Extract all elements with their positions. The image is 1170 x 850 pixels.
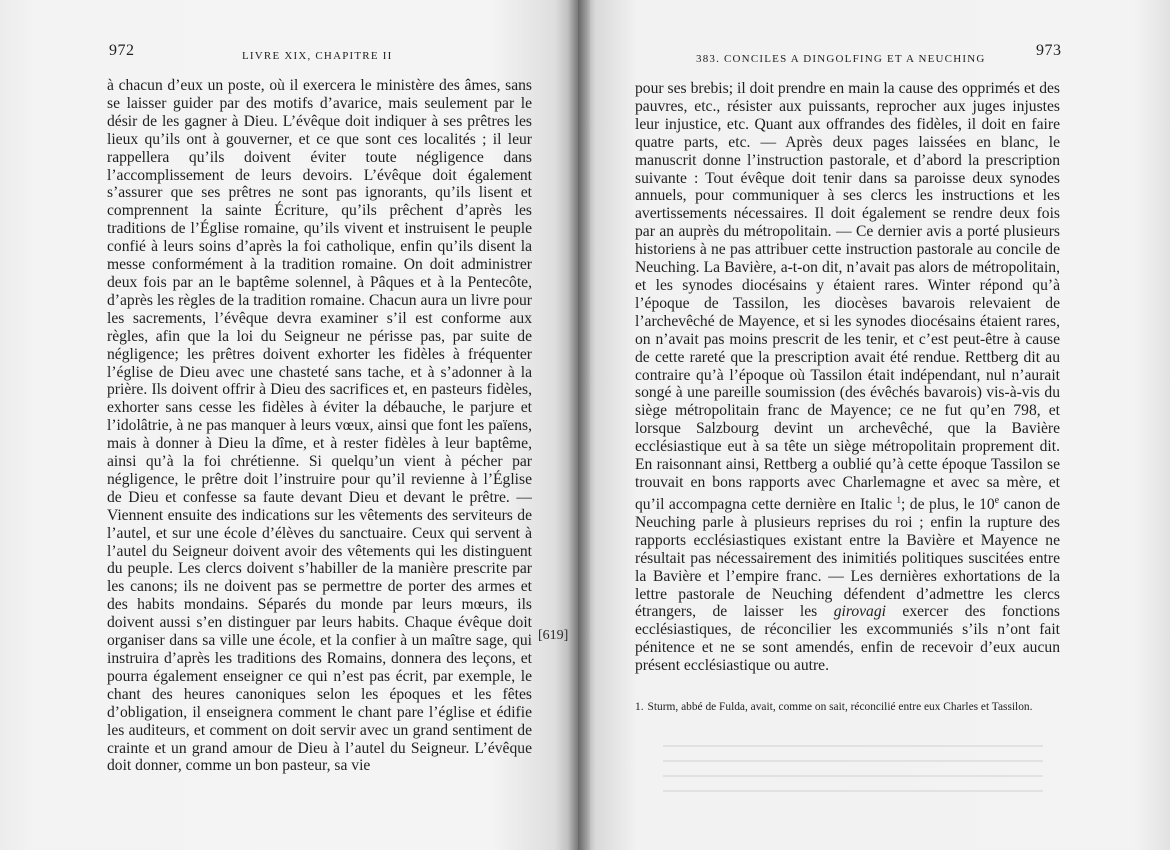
footnote — [635, 699, 1060, 715]
body-text — [635, 80, 1060, 675]
italic-term: girovagi — [833, 603, 886, 621]
footnote-text: Sturm, abbé de Fulda, avait, comme on sait, réconcilié entre eux Charles et Tassilon. — [647, 701, 1033, 713]
body-text — [107, 77, 532, 775]
gutter-shadow — [568, 0, 590, 850]
text-run: canon de Neuching parle à plusieurs reprises du roi ; enfin la rupture des rapports ecclésiastiques existant entre la Bavière et Mayence ne résultait pas nécessairement des inimitiés politiques suscitées entre la Bavière et l’empire franc. — Les dernières exhortations de la lettre pastorale de Neuching défendent d’admettre les clercs étrangers, de laisser les — [635, 496, 1061, 621]
page-number: 973 — [1036, 42, 1062, 59]
paragraph: à chacun d’eux un poste, où il exercera le ministère des âmes, sans se laisser guider par des motifs d’avarice, mais seulement par le désir de les gagner à Dieu. L’évêque doit indiquer à ses prêtres les lieux qu’ils ont à gouverner, et ce que sont ces localités ; il leur rappellera qu’ils doivent éviter toute négligence dans l’accomplissement de leurs devoirs. L’évêque doit également s’assurer que ses prêtres ne sont pas ignorants, qu’ils lisent et comprennent la sainte Écriture, qu’ils prêchent d’après les traditions de l’Église romaine, qu’ils vivent et instruisent le peuple confié à leurs soins d’après la foi catholique, enfin qu’ils disent la messe conformément à la tradition romaine. On doit administrer deux fois par an le baptême solennel, à Pâques et à la Pentecôte, d’après les règles de la tradition romaine. Chacun aura un livre pour les sacrements, l’évêque devra examiner s’il est conforme aux règles, afin que la loi du Seigneur ne périsse pas, par suite de négligence; les prêtres doivent exhorter les fidèles à fréquenter l’église de Dieu avec une chasteté sans tache, et à s’adonner à la prière. Ils doivent offrir à Dieu des sacrifices et, en pasteurs fidèles, exhorter sans cesse les fidèles à éviter la débauche, le parjure et l’idolâtrie, à ne pas manquer à leurs vœux, ainsi que font les païens, mais à donner à Dieu la dîme, et à rester fidèles à leur baptême, ainsi qu’à la foi chrétienne. Si quelqu’un vient à pécher par négligence, le prêtre doit l’instruire pour qu’il revienne à l’Église de Dieu et confesse sa faute devant Dieu et devant le prêtre. — Viennent ensuite des indications sur les vêtements des serviteurs de l’autel, et sur une école d’élèves du sanctuaire. Ceux qui servent à l’autel du Seigneur doivent avoir des vêtements qui les distinguent du peuple. Les clercs doivent s’habiller de la manière prescrite par les canons; ils ne doivent pas se permettre de porter des armes et des habits mondains. Séparés du monde par leurs mœurs, ils doivent aussi s’en distinguer par leurs habits. Chaque évêque doit organiser dans sa ville une école, et la confier à un maître sage, qui instruira d’après les traditions des Romains, donnera des leçons, et pourra également enseigner ce qui n’est pas écrit, par exemple, le chant des heures canoniques selon les époques et les fêtes d’obligation, il enseignera comment le chant pare l’église et édifie les auditeurs, et comment on doit servir avec un grand sentiment de crainte et un grand amour de Dieu à l’autel du Seigneur. L’évêque doit donner, comme un bon pasteur, sa vie — [107, 77, 532, 775]
left-page — [0, 0, 578, 850]
margin-note: [619] — [538, 628, 569, 643]
text-run: ; de plus, le 10 — [900, 496, 995, 514]
paragraph — [635, 80, 1060, 675]
right-page — [578, 0, 1170, 850]
footnote-number: 1. — [635, 701, 644, 713]
footnote-reference: 1 — [896, 494, 901, 505]
running-head: LIVRE XIX, CHAPITRE II — [242, 50, 393, 62]
page-number: 972 — [109, 42, 135, 59]
text-run: pour ses brebis; il doit prendre en main la cause des opprimés et des pauvres, etc., résister aux puissants, reprocher aux juges injustes leur injustice, etc. Quant aux offrandes des fidèles, il doit en faire quatre parts, etc. — Après deux pages laissées en blanc, le manuscrit donne l’instruction pastorale, et d’abord la prescription suivante : Tout évêque doit tenir dans sa paroisse deux synodes annuels, pour communiquer à ses clercs les instructions et les avertissements nécessaires. Il doit également se rendre deux fois par an auprès du métropolitain. — Ce dernier avis a porté plusieurs historiens à ne pas attribuer cette instruction pastorale au concile de Neuching. La Bavière, a-t-on dit, n’avait pas alors de métropolitain, et les synodes diocésains y étaient rares. Winter répond qu’à l’époque de Tassilon, les diocèses bavarois relevaient de l’archevêché de Mayence, et si les synodes diocésains étaient rares, on n’avait pas moins prescrit de les tenir, et c’est peut-être à cause de cette rareté que la prescription avait été rendue. Rettberg dit au contraire qu’à l’époque où Tassilon était indépendant, nul n’aurait songé à une pareille soumission (des évêchés bavarois) vis-à-vis du siège métropolitain franc de Mayence; ce ne fut qu’en 798, et lorsque Salzbourg devint un archevêché, que la Bavière ecclésiastique eut à sa tête un siège métropolitain proprement dit. En raisonnant ainsi, Rettberg a oublié qu’à cette époque Tassilon se trouvait en bons rapports avec Charlemagne et avec sa mère, et qu’il accompagna cette dernière en Italic — [635, 80, 1060, 514]
running-head: 383. CONCILES A DINGOLFING ET A NEUCHING — [696, 53, 986, 65]
text-run: exercer des fonctions ecclésiastiques, de réconcilier les excommuniés s’ils n’ont fait pénitence et ne se sont amendés, enfin de recevoir d’eux aucun présent ecclésiastique ou autre. — [635, 603, 1060, 675]
ordinal-suffix: e — [994, 494, 1000, 506]
bleed-through-shadow — [663, 745, 1043, 805]
